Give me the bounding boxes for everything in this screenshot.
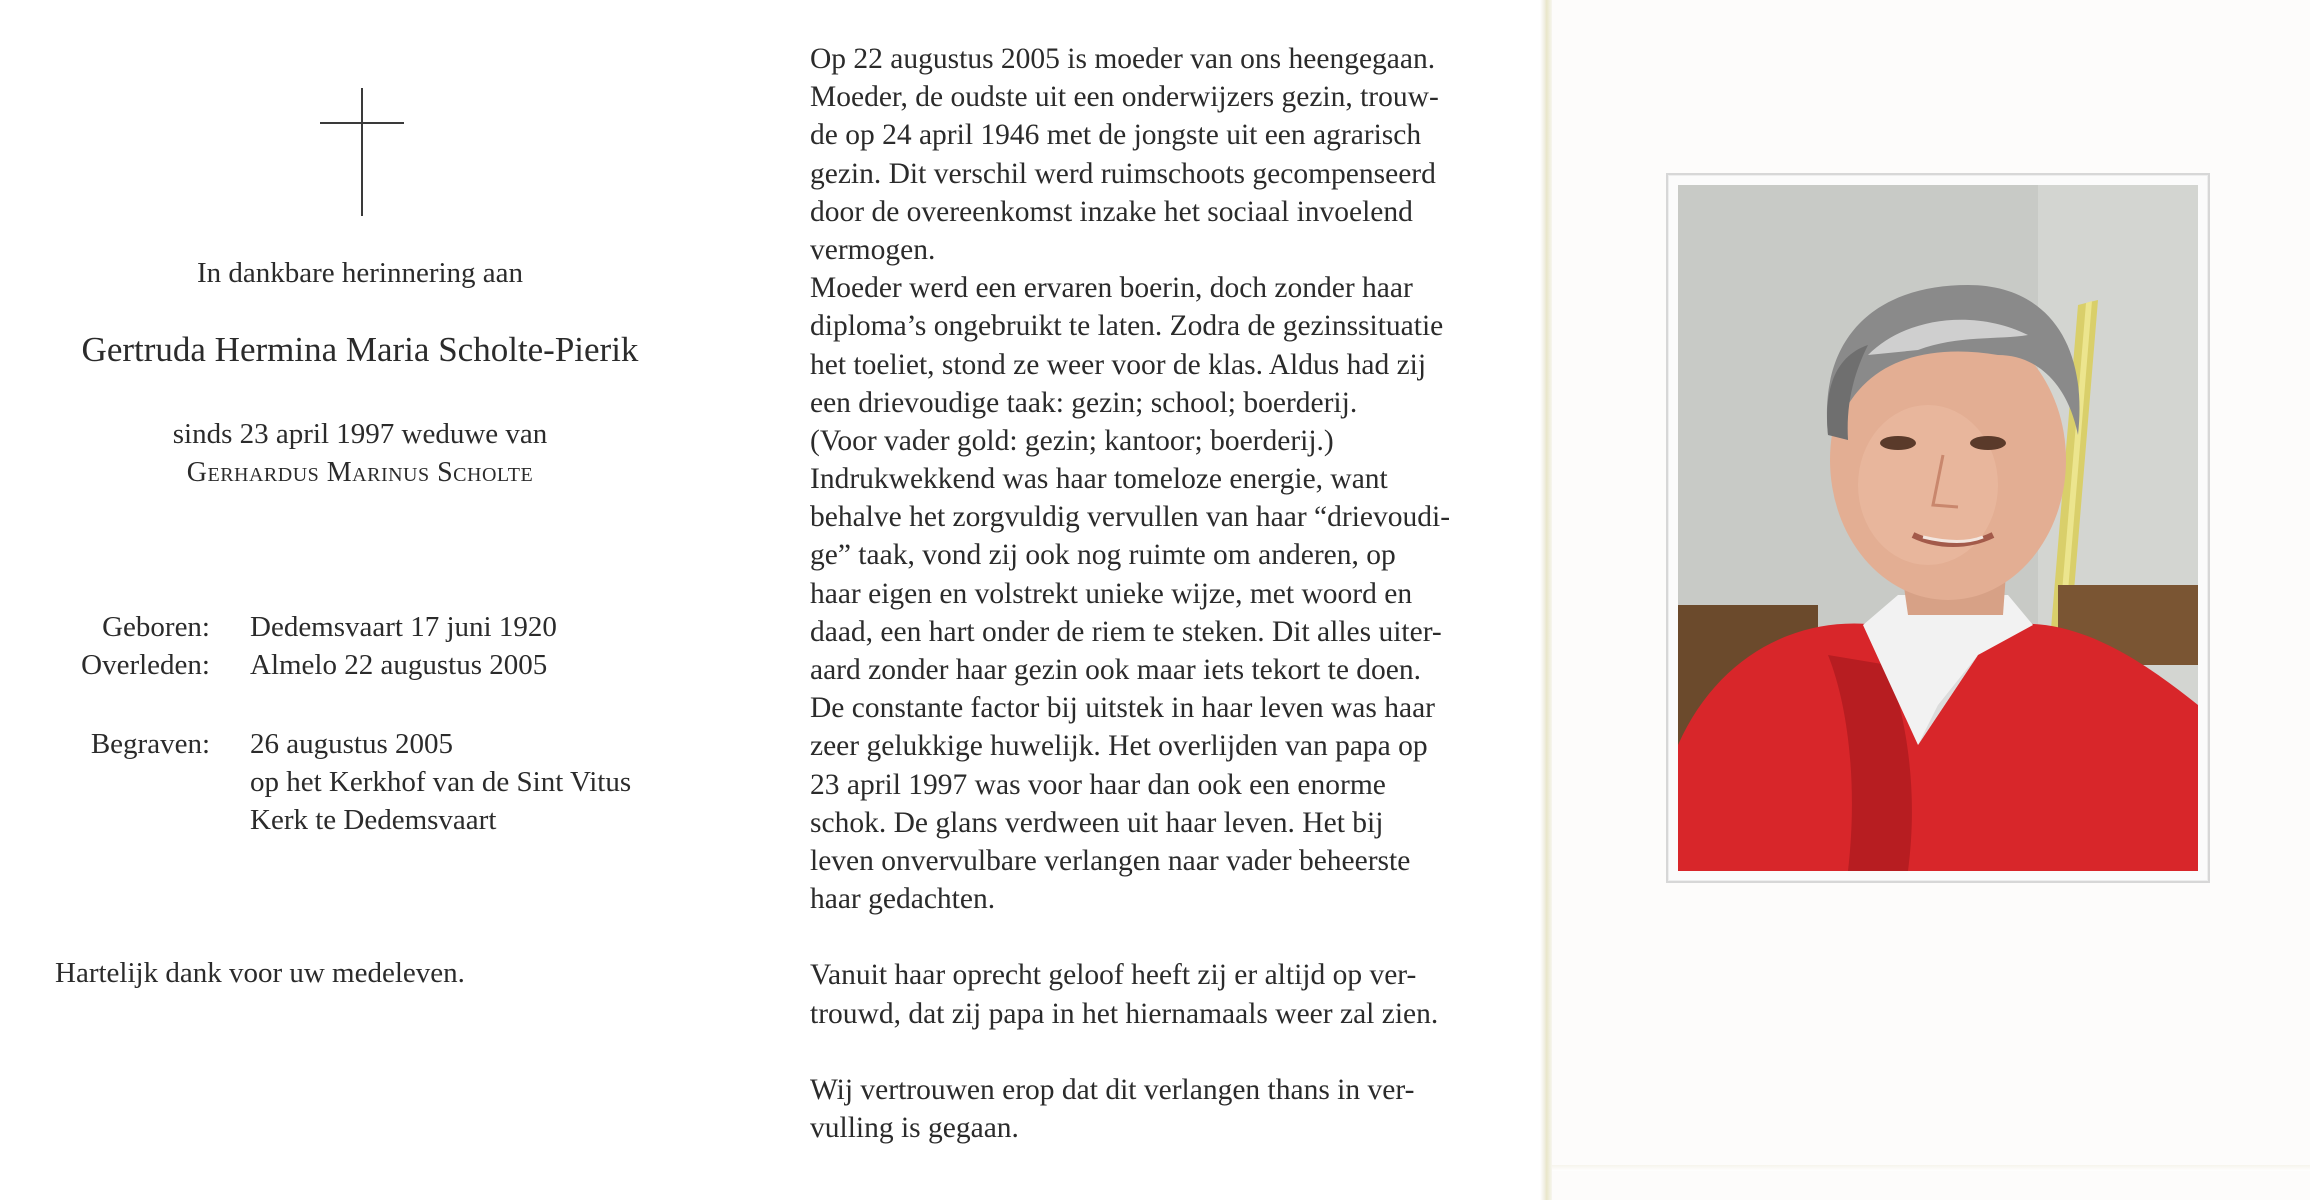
text-line: schok. De glans verdween uit haar leven. Het bij bbox=[810, 806, 1384, 839]
text-line: behalve het zorgvuldig vervullen van haar “drievoudi- bbox=[810, 501, 1451, 534]
text-line: gezin. Dit verschil werd ruimschoots gecompenseerd bbox=[810, 157, 1436, 190]
dedication-text: In dankbare herinnering aan bbox=[196, 257, 524, 289]
buried-label: Begraven: bbox=[90, 728, 210, 760]
text-line: de op 24 april 1946 met de jongste uit een agrarisch bbox=[810, 119, 1422, 152]
text-line: Moeder, de oudste uit een onderwijzers gezin, trouw- bbox=[810, 81, 1439, 114]
died-label: Overleden: bbox=[81, 649, 210, 681]
text-line: door de overeenkomst inzake het sociaal invoelend bbox=[810, 195, 1413, 228]
widow-line: sinds 23 april 1997 weduwe van bbox=[172, 418, 548, 450]
text-line: leven onvervulbare verlangen naar vader beheerste bbox=[810, 844, 1411, 877]
text-line: De constante factor bij uitstek in haar leven was haar bbox=[810, 692, 1435, 725]
text-line: daad, een hart onder de riem te steken. Dit alles uiter- bbox=[810, 615, 1442, 648]
text-line: Wij vertrouwen erop dat dit verlangen thans in ver- bbox=[810, 1073, 1415, 1106]
text-line: Op 22 augustus 2005 is moeder van ons heengegaan. bbox=[810, 43, 1436, 75]
memorial-text bbox=[810, 40, 1510, 1147]
text-line: ge” taak, vond zij ook nog ruimte om anderen, op bbox=[810, 539, 1396, 572]
paragraph-3 bbox=[810, 1071, 1510, 1147]
text-line: vulling is gegaan. bbox=[810, 1111, 1019, 1144]
paragraph-1 bbox=[810, 40, 1510, 918]
portrait-illustration bbox=[1678, 185, 2198, 871]
buried-place-1: op het Kerkhof van de Sint Vitus bbox=[250, 766, 632, 798]
card-fold bbox=[1540, 0, 1552, 1200]
text-line: trouwd, dat zij papa in het hiernamaals weer zal zien. bbox=[810, 997, 1439, 1030]
middle-panel bbox=[780, 0, 1540, 1200]
text-line: Vanuit haar oprecht geloof heeft zij er altijd op ver- bbox=[810, 959, 1417, 992]
text-line: aard zonder haar gezin ook maar iets tekort te doen. bbox=[810, 654, 1422, 686]
text-line: 23 april 1997 was voor haar dan ook een enorme bbox=[810, 768, 1386, 801]
portrait-frame bbox=[1666, 173, 2210, 883]
text-line: (Voor vader gold: gezin; kantoor; boerderij.) bbox=[810, 424, 1334, 457]
spouse-name: Gerhardus Marinus Scholte bbox=[186, 457, 534, 488]
died-value: Almelo 22 augustus 2005 bbox=[250, 649, 548, 681]
text-line: zeer gelukkige huwelijk. Het overlijden van papa op bbox=[810, 730, 1428, 763]
text-line: het toeliet, stond ze weer voor de klas. Aldus had zij bbox=[810, 348, 1427, 381]
portrait-photo bbox=[1678, 185, 2198, 871]
text-line: haar eigen en volstrekt unieke wijze, met woord en bbox=[810, 577, 1413, 610]
text-line: diploma’s ongebruikt te laten. Zodra de gezinssituatie bbox=[810, 310, 1444, 343]
text-line: Moeder werd een ervaren boerin, doch zonder haar bbox=[810, 272, 1413, 305]
born-label: Geboren: bbox=[102, 611, 210, 643]
born-value: Dedemsvaart 17 juni 1920 bbox=[250, 611, 557, 643]
text-line: haar gedachten. bbox=[810, 883, 996, 916]
left-panel bbox=[0, 0, 780, 1200]
buried-date: 26 augustus 2005 bbox=[250, 728, 453, 760]
text-line: een drievoudige taak: gezin; school; boerderij. bbox=[810, 386, 1358, 419]
deceased-name: Gertruda Hermina Maria Scholte-Pierik bbox=[81, 330, 639, 369]
buried-place-2: Kerk te Dedemsvaart bbox=[250, 804, 497, 836]
cross-icon bbox=[320, 88, 404, 216]
text-line: vermogen. bbox=[810, 233, 936, 266]
paragraph-2 bbox=[810, 956, 1510, 1032]
text-line: Indrukwekkend was haar tomeloze energie, want bbox=[810, 463, 1388, 496]
thanks-text: Hartelijk dank voor uw medeleven. bbox=[55, 957, 465, 989]
card-edge bbox=[1552, 1165, 2310, 1171]
